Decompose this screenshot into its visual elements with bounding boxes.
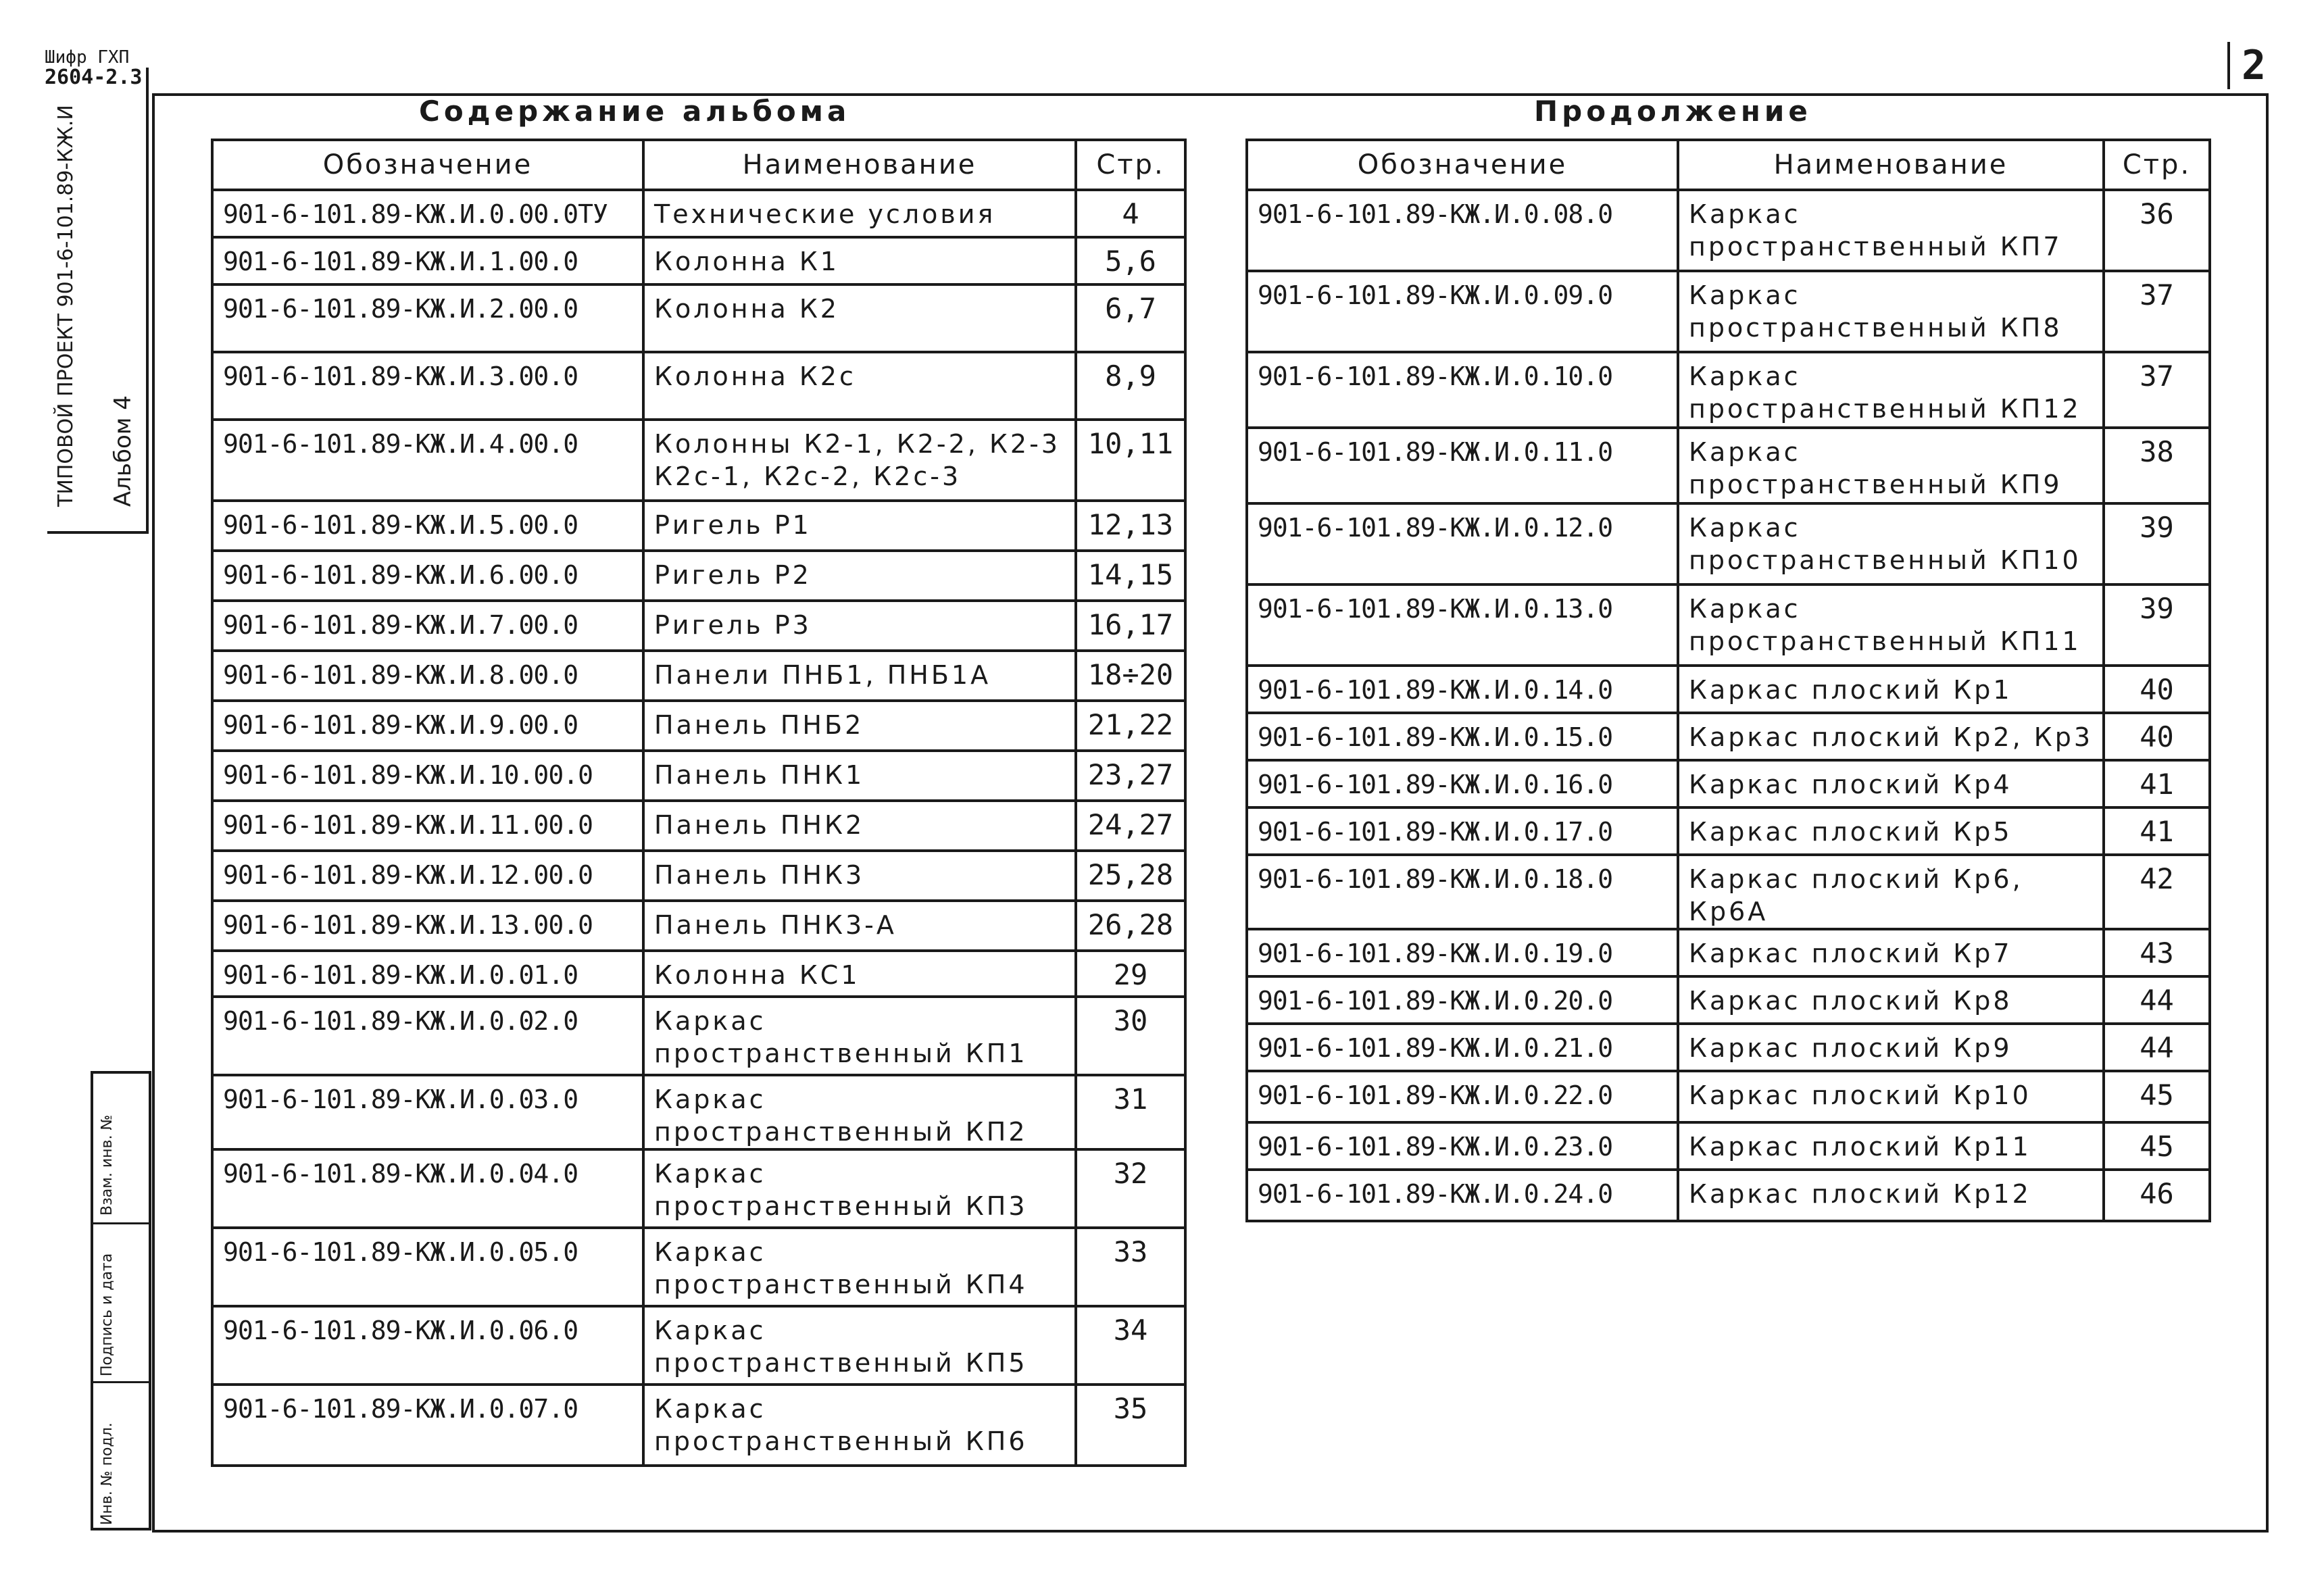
table-row	[212, 601, 1185, 651]
row-page: 39	[2104, 584, 2210, 666]
table-row	[212, 1306, 1185, 1385]
header-name: Наименование	[1678, 140, 2104, 190]
table-row	[212, 997, 1185, 1075]
row-name: Ригель Р3	[643, 601, 1076, 651]
row-name: Технические условия	[643, 190, 1076, 237]
row-page: 14,15	[1076, 551, 1185, 601]
cipher-label: Шифр ГХП	[45, 47, 130, 68]
row-page: 32	[1076, 1149, 1185, 1228]
row-name: Каркас пространственный КП11	[1678, 584, 2104, 666]
table-row	[212, 190, 1185, 237]
row-page: 10,11	[1076, 420, 1185, 501]
row-page: 40	[2104, 713, 2210, 760]
table-row	[1247, 271, 2210, 352]
table-row	[212, 701, 1185, 751]
row-page: 24,27	[1076, 801, 1185, 851]
signature-block	[91, 1071, 151, 1530]
contents-table-left	[211, 139, 1187, 1467]
row-page: 39	[2104, 503, 2210, 584]
row-name: Колонны К2-1, К2-2, К2-3 К2с-1, К2с-2, К2с-3	[643, 420, 1076, 501]
row-page: 12,13	[1076, 501, 1185, 551]
row-code: 901-6-101.89-КЖ.И.0.00.0ТУ	[212, 190, 643, 237]
row-code: 901-6-101.89-КЖ.И.0.22.0	[1247, 1071, 1678, 1122]
row-name: Каркас плоский Кр7	[1678, 929, 2104, 976]
row-page: 44	[2104, 1024, 2210, 1071]
header-code: Обозначение	[1247, 140, 1678, 190]
table-row	[1247, 713, 2210, 760]
row-page: 26,28	[1076, 901, 1185, 951]
row-name: Панели ПНБ1, ПНБ1А	[643, 651, 1076, 701]
row-page: 33	[1076, 1228, 1185, 1306]
row-code: 901-6-101.89-КЖ.И.0.17.0	[1247, 807, 1678, 855]
table-row	[1247, 1122, 2210, 1170]
row-code: 901-6-101.89-КЖ.И.5.00.0	[212, 501, 643, 551]
table-row	[212, 551, 1185, 601]
row-name: Колонна КС1	[643, 951, 1076, 997]
row-code: 901-6-101.89-КЖ.И.0.08.0	[1247, 190, 1678, 271]
table-row	[1247, 929, 2210, 976]
header-page: Стр.	[1076, 140, 1185, 190]
row-name: Каркас пространственный КП12	[1678, 352, 2104, 428]
row-code: 901-6-101.89-КЖ.И.0.02.0	[212, 997, 643, 1075]
table-row	[1247, 503, 2210, 584]
table-row	[212, 1075, 1185, 1149]
table-header-row	[1247, 140, 2210, 190]
row-page: 45	[2104, 1071, 2210, 1122]
row-name: Колонна К2	[643, 284, 1076, 352]
table-row	[1247, 760, 2210, 807]
row-name: Каркас плоский Кр2, Кр3	[1678, 713, 2104, 760]
table-row	[212, 951, 1185, 997]
table-row	[212, 1385, 1185, 1466]
row-page: 40	[2104, 666, 2210, 713]
row-page: 37	[2104, 352, 2210, 428]
row-name: Каркас плоский Кр1	[1678, 666, 2104, 713]
row-name: Каркас плоский Кр9	[1678, 1024, 2104, 1071]
row-page: 36	[2104, 190, 2210, 271]
row-page: 46	[2104, 1170, 2210, 1221]
right-title: Продолжение	[1534, 95, 1812, 128]
row-name: Панель ПНК1	[643, 751, 1076, 801]
row-name: Каркас плоский Кр11	[1678, 1122, 2104, 1170]
row-page: 6,7	[1076, 284, 1185, 352]
row-name: Каркас плоский Кр6, Кр6А	[1678, 855, 2104, 929]
header-name: Наименование	[643, 140, 1076, 190]
header-code: Обозначение	[212, 140, 643, 190]
row-code: 901-6-101.89-КЖ.И.9.00.0	[212, 701, 643, 751]
row-code: 901-6-101.89-КЖ.И.11.00.0	[212, 801, 643, 851]
table-row	[1247, 352, 2210, 428]
row-page: 16,17	[1076, 601, 1185, 651]
row-page: 4	[1076, 190, 1185, 237]
row-name: Панель ПНК2	[643, 801, 1076, 851]
table-row	[1247, 584, 2210, 666]
row-code: 901-6-101.89-КЖ.И.0.06.0	[212, 1306, 643, 1385]
row-code: 901-6-101.89-КЖ.И.0.10.0	[1247, 352, 1678, 428]
table-header-row	[212, 140, 1185, 190]
row-page: 37	[2104, 271, 2210, 352]
row-page: 43	[2104, 929, 2210, 976]
row-page: 31	[1076, 1075, 1185, 1149]
row-name: Панель ПНБ2	[643, 701, 1076, 751]
table-row	[212, 651, 1185, 701]
signature-date-label: Подпись и дата	[99, 1253, 116, 1376]
table-row	[1247, 428, 2210, 503]
cipher-value: 2604-2.3	[45, 66, 143, 89]
row-name: Панель ПНК3	[643, 851, 1076, 901]
row-page: 25,28	[1076, 851, 1185, 901]
row-name: Каркас пространственный КП5	[643, 1306, 1076, 1385]
row-page: 30	[1076, 997, 1185, 1075]
row-name: Каркас пространственный КП8	[1678, 271, 2104, 352]
row-name: Ригель Р1	[643, 501, 1076, 551]
replacement-inventory-label: Взам. инв. №	[99, 1114, 116, 1216]
row-code: 901-6-101.89-КЖ.И.12.00.0	[212, 851, 643, 901]
row-page: 5,6	[1076, 237, 1185, 284]
row-name: Ригель Р2	[643, 551, 1076, 601]
row-code: 901-6-101.89-КЖ.И.7.00.0	[212, 601, 643, 651]
row-code: 901-6-101.89-КЖ.И.0.18.0	[1247, 855, 1678, 929]
row-code: 901-6-101.89-КЖ.И.0.01.0	[212, 951, 643, 997]
header-page: Стр.	[2104, 140, 2210, 190]
signature-cell	[93, 1381, 149, 1530]
table-row	[1247, 807, 2210, 855]
row-page: 8,9	[1076, 352, 1185, 420]
row-name: Каркас плоский Кр8	[1678, 976, 2104, 1024]
row-code: 901-6-101.89-КЖ.И.0.16.0	[1247, 760, 1678, 807]
table-row	[212, 901, 1185, 951]
table-row	[212, 751, 1185, 801]
row-code: 901-6-101.89-КЖ.И.0.14.0	[1247, 666, 1678, 713]
row-name: Каркас пространственный КП9	[1678, 428, 2104, 503]
table-row	[212, 851, 1185, 901]
row-name: Каркас пространственный КП7	[1678, 190, 2104, 271]
table-row	[212, 284, 1185, 352]
table-row	[212, 237, 1185, 284]
row-code: 901-6-101.89-КЖ.И.0.04.0	[212, 1149, 643, 1228]
row-name: Панель ПНК3-А	[643, 901, 1076, 951]
page-number: 2	[2227, 42, 2277, 89]
original-inventory-label: Инв. № подл.	[99, 1422, 116, 1525]
signature-cell	[93, 1222, 149, 1381]
row-code: 901-6-101.89-КЖ.И.0.20.0	[1247, 976, 1678, 1024]
row-code: 901-6-101.89-КЖ.И.0.15.0	[1247, 713, 1678, 760]
table-row	[1247, 190, 2210, 271]
table-row	[212, 1149, 1185, 1228]
row-page: 41	[2104, 807, 2210, 855]
table-row	[212, 420, 1185, 501]
row-code: 901-6-101.89-КЖ.И.0.09.0	[1247, 271, 1678, 352]
row-code: 901-6-101.89-КЖ.И.8.00.0	[212, 651, 643, 701]
row-code: 901-6-101.89-КЖ.И.3.00.0	[212, 352, 643, 420]
row-code: 901-6-101.89-КЖ.И.0.12.0	[1247, 503, 1678, 584]
row-name: Каркас плоский Кр5	[1678, 807, 2104, 855]
row-page: 44	[2104, 976, 2210, 1024]
row-code: 901-6-101.89-КЖ.И.0.11.0	[1247, 428, 1678, 503]
album-label: Альбом 4	[109, 395, 137, 507]
row-code: 901-6-101.89-КЖ.И.13.00.0	[212, 901, 643, 951]
row-code: 901-6-101.89-КЖ.И.2.00.0	[212, 284, 643, 352]
row-name: Каркас пространственный КП1	[643, 997, 1076, 1075]
row-code: 901-6-101.89-КЖ.И.0.13.0	[1247, 584, 1678, 666]
row-page: 34	[1076, 1306, 1185, 1385]
row-name: Каркас пространственный КП10	[1678, 503, 2104, 584]
row-name: Каркас пространственный КП2	[643, 1075, 1076, 1149]
row-page: 18÷20	[1076, 651, 1185, 701]
row-page: 45	[2104, 1122, 2210, 1170]
table-row	[1247, 855, 2210, 929]
row-page: 38	[2104, 428, 2210, 503]
row-page: 23,27	[1076, 751, 1185, 801]
row-code: 901-6-101.89-КЖ.И.1.00.0	[212, 237, 643, 284]
row-code: 901-6-101.89-КЖ.И.0.05.0	[212, 1228, 643, 1306]
project-label: ТИПОВОЙ ПРОЕКТ 901-6-101.89-КЖ.И	[54, 105, 78, 507]
contents-table-right	[1245, 139, 2211, 1222]
table-row	[212, 801, 1185, 851]
row-name: Колонна К1	[643, 237, 1076, 284]
row-code: 901-6-101.89-КЖ.И.0.19.0	[1247, 929, 1678, 976]
row-code: 901-6-101.89-КЖ.И.0.24.0	[1247, 1170, 1678, 1221]
table-row	[212, 352, 1185, 420]
table-row	[1247, 1071, 2210, 1122]
row-code: 901-6-101.89-КЖ.И.0.03.0	[212, 1075, 643, 1149]
left-title: Содержание альбома	[419, 95, 851, 128]
project-stamp-box	[47, 68, 149, 534]
row-page: 41	[2104, 760, 2210, 807]
row-code: 901-6-101.89-КЖ.И.10.00.0	[212, 751, 643, 801]
table-row	[1247, 1170, 2210, 1221]
row-code: 901-6-101.89-КЖ.И.6.00.0	[212, 551, 643, 601]
table-row	[1247, 976, 2210, 1024]
table-row	[212, 1228, 1185, 1306]
table-row	[212, 501, 1185, 551]
row-page: 42	[2104, 855, 2210, 929]
row-name: Каркас пространственный КП3	[643, 1149, 1076, 1228]
table-row	[1247, 666, 2210, 713]
row-name: Каркас плоский Кр10	[1678, 1071, 2104, 1122]
row-name: Каркас пространственный КП6	[643, 1385, 1076, 1466]
row-name: Колонна К2с	[643, 352, 1076, 420]
row-name: Каркас пространственный КП4	[643, 1228, 1076, 1306]
signature-cell	[93, 1074, 149, 1222]
row-code: 901-6-101.89-КЖ.И.4.00.0	[212, 420, 643, 501]
row-name: Каркас плоский Кр4	[1678, 760, 2104, 807]
row-page: 35	[1076, 1385, 1185, 1466]
row-page: 21,22	[1076, 701, 1185, 751]
row-code: 901-6-101.89-КЖ.И.0.07.0	[212, 1385, 643, 1466]
row-page: 29	[1076, 951, 1185, 997]
row-name: Каркас плоский Кр12	[1678, 1170, 2104, 1221]
row-code: 901-6-101.89-КЖ.И.0.21.0	[1247, 1024, 1678, 1071]
table-row	[1247, 1024, 2210, 1071]
row-code: 901-6-101.89-КЖ.И.0.23.0	[1247, 1122, 1678, 1170]
